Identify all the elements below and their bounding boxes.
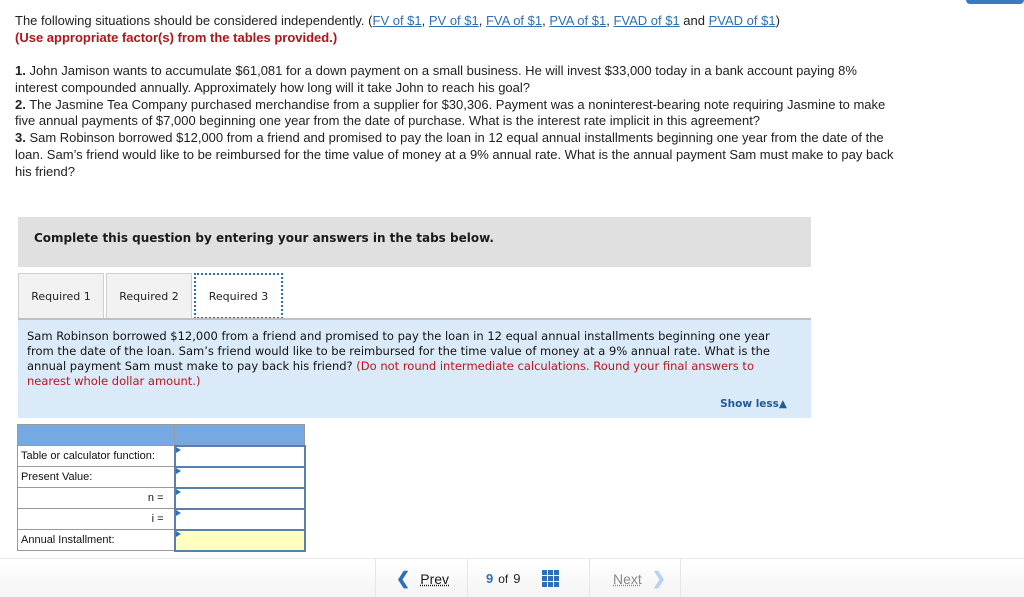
close-paren: )	[775, 13, 780, 28]
question-text: The Jasmine Tea Company purchased merchandise from a supplier for $30,306. Payment was a noninterest-bearing note requiring Jasmine to make five annual payments of $7,000 beginning one year from the date of purchase. What is the interest rate implicit in this agreement?	[15, 96, 886, 129]
top-accent-bar	[966, 0, 1024, 4]
question-number: 3.	[15, 130, 26, 146]
table-row	[18, 488, 305, 509]
row-label: i =	[18, 509, 175, 530]
required-tabs	[18, 273, 285, 319]
question-text: John Jamison wants to accumulate $61,081 for a down payment on a small business. He will invest $33,000 today in a bank account paying 8% interest compounded annually. Approximately how long will it take John to reach his goal?	[15, 63, 857, 95]
input-cell[interactable]	[175, 509, 305, 530]
separator: ,	[478, 13, 486, 28]
tab-required-2[interactable]: Required 2	[106, 273, 192, 319]
input-cell[interactable]	[175, 488, 305, 509]
question-3	[15, 130, 900, 180]
panel-text: Sam Robinson borrowed $12,000 from a friend and promised to pay the loan in 12 equal annual installments beginning one year from the date of the loan. Sam’s friend would like to be reimbursed for the time value of money at a 9% annual rate. What is the annual payment Sam must make to pay back his friend?	[27, 329, 770, 373]
n-input[interactable]	[176, 489, 304, 508]
table-row	[18, 530, 305, 551]
input-cell[interactable]	[175, 446, 305, 467]
input-cell[interactable]	[175, 530, 305, 551]
input-flag-icon	[176, 447, 181, 453]
row-label: Table or calculator function:	[18, 446, 175, 467]
question-list	[15, 63, 900, 181]
table-header-row	[18, 425, 305, 446]
input-flag-icon	[176, 531, 181, 537]
link-fv-of-1[interactable]: FV of $1	[372, 13, 422, 28]
separator: ,	[421, 13, 429, 28]
instruction-text: Complete this question by entering your answers in the tabs below.	[34, 231, 494, 245]
input-flag-icon	[176, 510, 181, 516]
chevron-right-icon: ❯	[651, 568, 667, 588]
separator: ,	[606, 13, 614, 28]
link-fvad-of-1[interactable]: FVAD of $1	[613, 13, 680, 28]
prev-button[interactable]	[375, 559, 467, 597]
link-fva-of-1[interactable]: FVA of $1	[485, 13, 543, 28]
chevron-left-icon: ❮	[396, 568, 411, 588]
grid-view-icon[interactable]	[542, 570, 559, 587]
table-row	[18, 467, 305, 488]
intro-lead: The following situations should be considered independently. (	[15, 13, 373, 28]
question-number: 1.	[15, 63, 26, 78]
table-row	[18, 446, 305, 467]
page-indicator	[467, 559, 589, 597]
prev-label: Prev	[420, 570, 450, 587]
row-label: n =	[18, 488, 175, 509]
intro-text	[15, 12, 915, 46]
tab-panel-required-3	[18, 318, 811, 418]
question-2	[15, 97, 900, 131]
rounding-note: (Do not round intermediate calculations. Round your final answers to nearest whole dollar amount.)	[27, 359, 754, 388]
instruction-box	[18, 217, 811, 267]
input-cell[interactable]	[175, 467, 305, 488]
separator: ,	[542, 13, 550, 28]
link-pva-of-1[interactable]: PVA of $1	[549, 13, 607, 28]
pagination	[375, 559, 681, 597]
question-number: 2.	[15, 96, 26, 112]
present-value-input[interactable]	[176, 468, 304, 487]
i-input[interactable]	[176, 510, 304, 529]
total-pages: 9	[513, 571, 521, 586]
question-text: Sam Robinson borrowed $12,000 from a friend and promised to pay the loan in 12 equal annual installments beginning one year from the date of the loan. Sam’s friend would like to be reimbursed for the time value of money at a 9% annual rate. What is the annual payment Sam must make to pay back his friend?	[15, 130, 894, 179]
input-flag-icon	[176, 489, 181, 495]
bottom-navigation-bar	[0, 558, 1024, 597]
annual-installment-input[interactable]	[176, 531, 304, 550]
table-row	[18, 509, 305, 530]
panel-question-text	[27, 329, 797, 389]
question-1	[15, 63, 900, 97]
link-pv-of-1[interactable]: PV of $1	[428, 13, 479, 28]
next-label: Next	[613, 570, 642, 587]
table-function-input[interactable]	[176, 447, 304, 466]
factor-instruction: (Use appropriate factor(s) from the tables provided.)	[15, 30, 338, 45]
row-label: Annual Installment:	[18, 530, 175, 551]
tab-required-3[interactable]: Required 3	[194, 273, 283, 319]
row-label: Present Value:	[18, 467, 175, 488]
header-cell	[18, 425, 175, 446]
and-text: and	[679, 13, 709, 28]
next-button[interactable]	[589, 559, 681, 597]
show-less-button[interactable]: Show less▲	[720, 398, 787, 410]
input-flag-icon	[176, 468, 181, 474]
header-cell	[175, 425, 305, 446]
tab-required-1[interactable]: Required 1	[18, 273, 104, 319]
link-pvad-of-1[interactable]: PVAD of $1	[708, 13, 776, 28]
current-page: 9	[486, 571, 494, 586]
calculation-table	[17, 424, 306, 552]
of-label: of	[498, 571, 509, 586]
